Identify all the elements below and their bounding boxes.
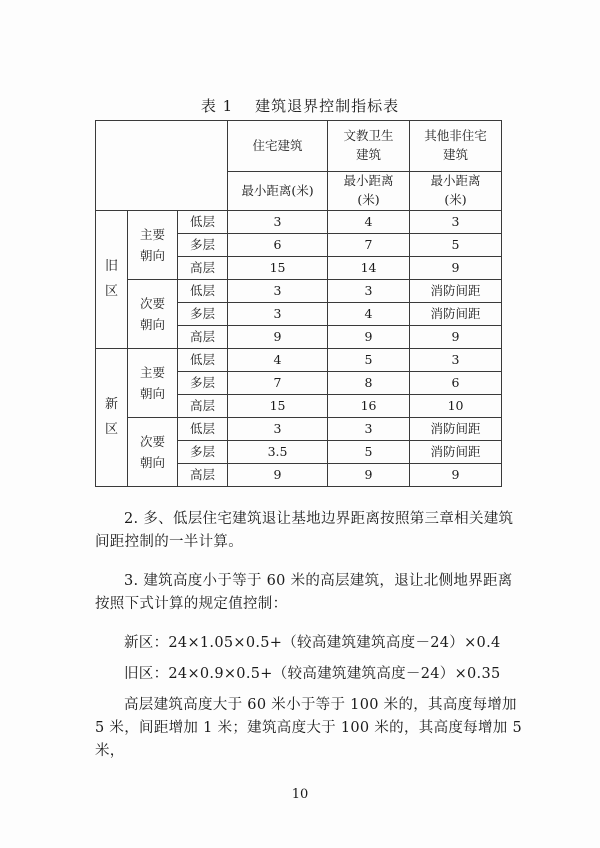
cell-level: 多层 — [178, 234, 228, 257]
cell-residential: 9 — [228, 326, 328, 349]
orientation-cell: 次要朝向 — [128, 418, 178, 487]
zone-cell: 新区 — [96, 349, 128, 487]
cell-other: 6 — [410, 372, 502, 395]
formula-old-zone: 旧区：24×0.9×0.5+（较高建筑建筑高度－24）×0.35 — [124, 666, 501, 682]
cell-level: 低层 — [178, 349, 228, 372]
cell-level: 低层 — [178, 280, 228, 303]
setback-table-body — [96, 121, 502, 487]
table-caption-number: 表 1 — [200, 97, 234, 115]
orientation-cell: 次要朝向 — [128, 280, 178, 349]
table-caption — [0, 95, 600, 116]
cell-residential: 4 — [228, 349, 328, 372]
cell-residential: 3.5 — [228, 441, 328, 464]
cell-residential: 3 — [228, 418, 328, 441]
subheader-culture: 最小距离(米) — [328, 172, 410, 211]
cell-other: 消防间距 — [410, 303, 502, 326]
cell-culture: 14 — [328, 257, 410, 280]
table-row — [96, 418, 502, 441]
paragraph-4: 高层建筑高度大于 60 米小于等于 100 米的，其高度每增加 5 米，间距增加 1 米；建筑高度大于 100 米的，其高度每增加 5 米， — [95, 697, 523, 760]
header-residential: 住宅建筑 — [228, 121, 328, 172]
cell-culture: 4 — [328, 211, 410, 234]
cell-other: 9 — [410, 326, 502, 349]
setback-table — [95, 120, 502, 487]
cell-other: 9 — [410, 257, 502, 280]
cell-culture: 8 — [328, 372, 410, 395]
cell-level: 多层 — [178, 372, 228, 395]
cell-level: 多层 — [178, 303, 228, 326]
cell-level: 高层 — [178, 464, 228, 487]
cell-other: 消防间距 — [410, 418, 502, 441]
cell-residential: 15 — [228, 395, 328, 418]
table-caption-title: 建筑退界控制指标表 — [255, 97, 400, 115]
cell-level: 低层 — [178, 211, 228, 234]
orientation-cell: 主要朝向 — [128, 349, 178, 418]
cell-culture: 5 — [328, 349, 410, 372]
table-row — [96, 349, 502, 372]
cell-residential: 6 — [228, 234, 328, 257]
cell-residential: 3 — [228, 280, 328, 303]
header-row — [96, 121, 502, 172]
cell-other: 5 — [410, 234, 502, 257]
cell-residential: 7 — [228, 372, 328, 395]
header-other: 其他非住宅建筑 — [410, 121, 502, 172]
formula-new-zone: 新区：24×1.05×0.5+（较高建筑建筑高度－24）×0.4 — [124, 635, 501, 651]
cell-other: 9 — [410, 464, 502, 487]
cell-level: 低层 — [178, 418, 228, 441]
cell-residential: 3 — [228, 303, 328, 326]
cell-culture: 3 — [328, 280, 410, 303]
cell-level: 高层 — [178, 257, 228, 280]
cell-residential: 9 — [228, 464, 328, 487]
table-row — [96, 211, 502, 234]
cell-level: 高层 — [178, 326, 228, 349]
header-culture: 文教卫生建筑 — [328, 121, 410, 172]
page-number: 10 — [291, 787, 309, 802]
table-row — [96, 280, 502, 303]
cell-culture: 4 — [328, 303, 410, 326]
cell-other: 消防间距 — [410, 280, 502, 303]
cell-residential: 15 — [228, 257, 328, 280]
paragraph-3: 3. 建筑高度小于等于 60 米的高层建筑，退让北侧地界距离按照下式计算的规定值控制： — [95, 573, 513, 613]
cell-culture: 9 — [328, 326, 410, 349]
cell-residential: 3 — [228, 211, 328, 234]
cell-culture: 7 — [328, 234, 410, 257]
cell-other: 10 — [410, 395, 502, 418]
cell-culture: 5 — [328, 441, 410, 464]
cell-culture: 9 — [328, 464, 410, 487]
cell-culture: 3 — [328, 418, 410, 441]
orientation-cell: 主要朝向 — [128, 211, 178, 280]
cell-other: 消防间距 — [410, 441, 502, 464]
cell-culture: 16 — [328, 395, 410, 418]
corner-cell — [96, 121, 228, 211]
subheader-other: 最小距离(米) — [410, 172, 502, 211]
zone-cell: 旧区 — [96, 211, 128, 349]
cell-other: 3 — [410, 349, 502, 372]
cell-level: 多层 — [178, 441, 228, 464]
cell-level: 高层 — [178, 395, 228, 418]
cell-other: 3 — [410, 211, 502, 234]
subheader-residential: 最小距离(米) — [228, 172, 328, 211]
paragraph-2: 2. 多、低层住宅建筑退让基地边界距离按照第三章相关建筑间距控制的一半计算。 — [95, 511, 514, 551]
